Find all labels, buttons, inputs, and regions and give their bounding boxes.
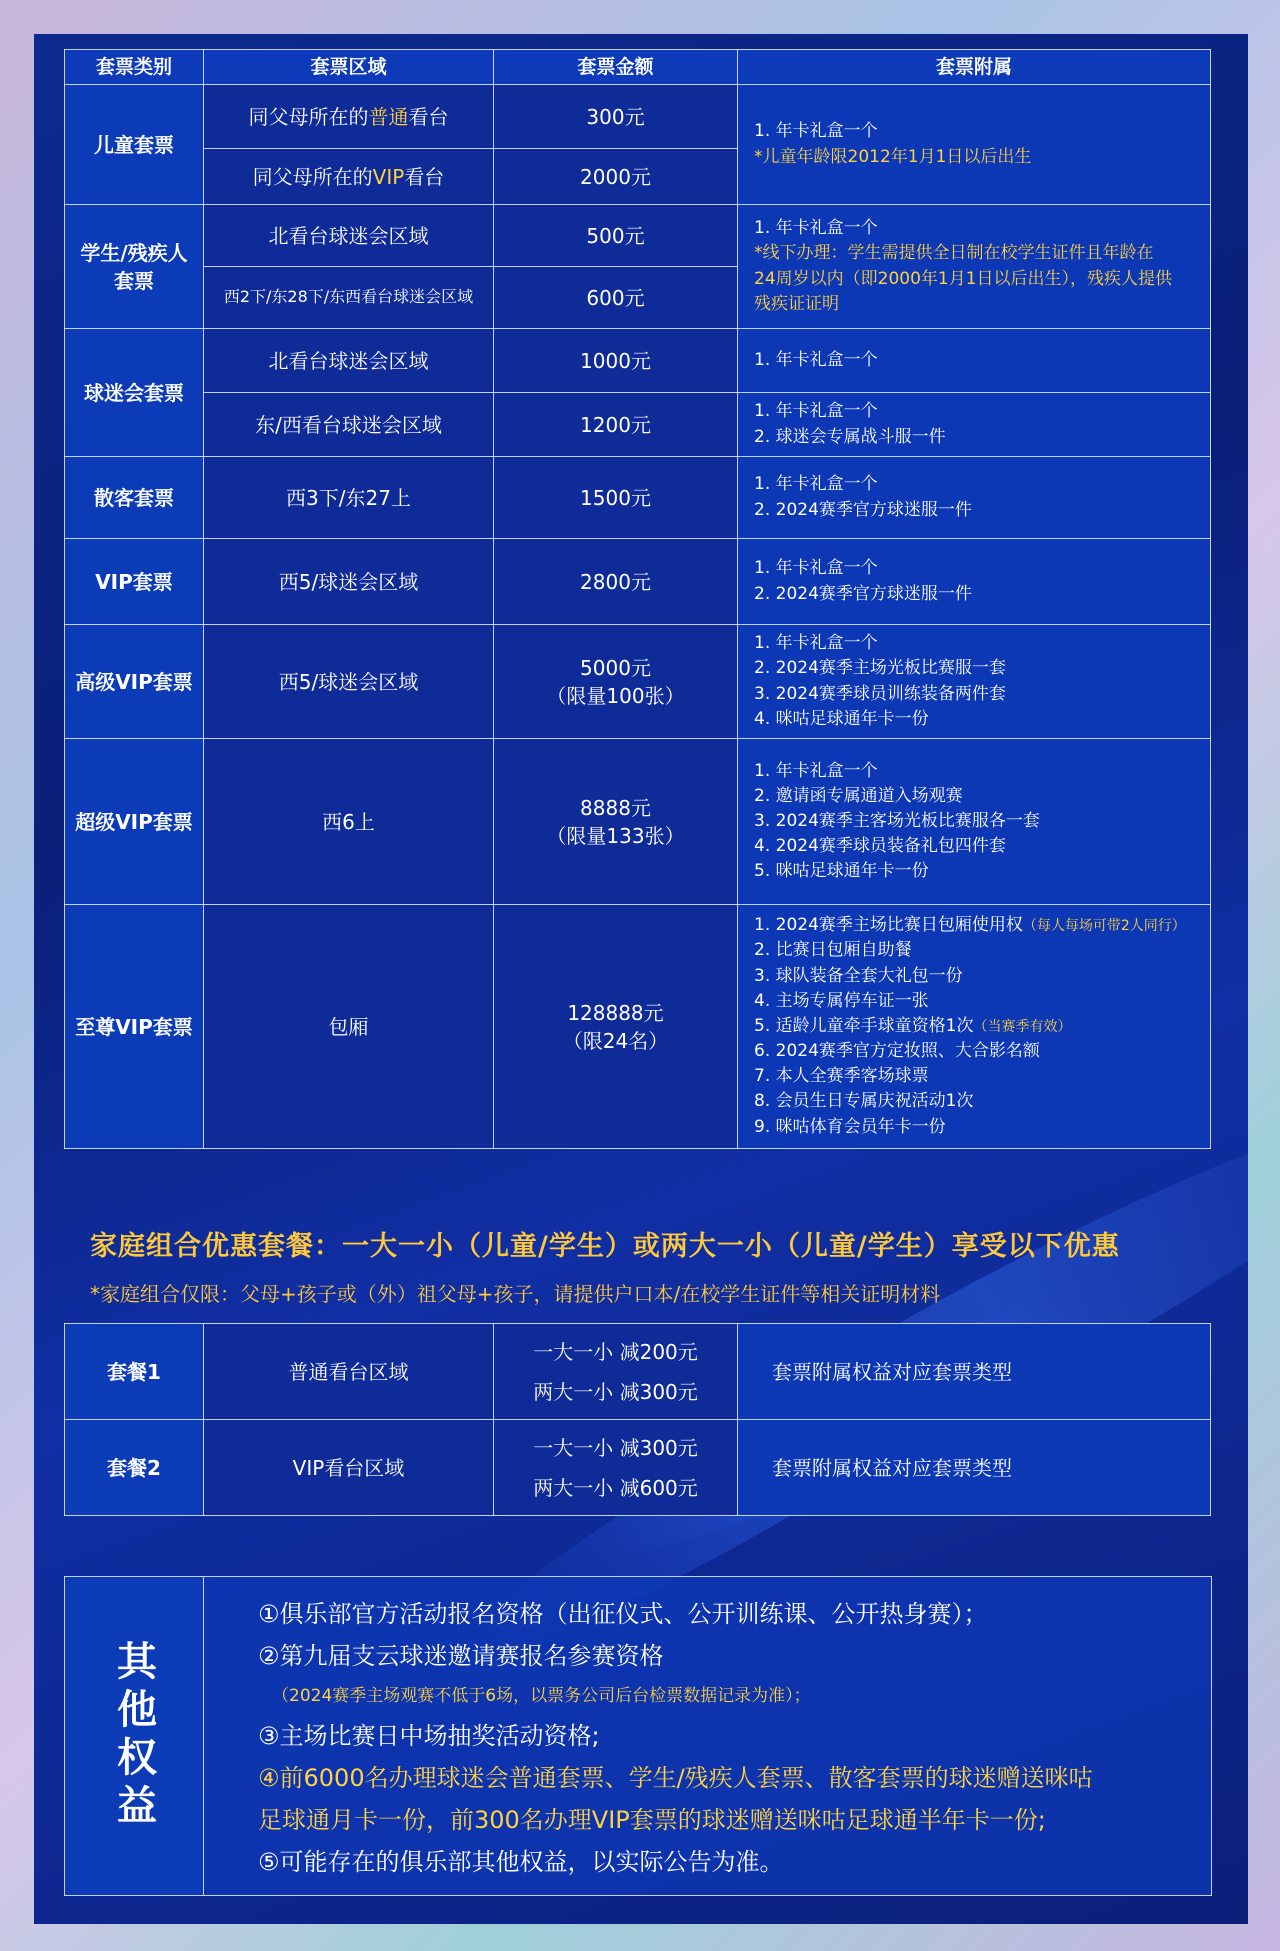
child-category: 儿童套票 <box>65 85 204 205</box>
family-package-area: VIP看台区域 <box>204 1420 494 1516</box>
table-row <box>65 539 1211 625</box>
child-benefits: 1. 年卡礼盒一个 *儿童年龄限2012年1月1日以后出生 <box>738 85 1211 205</box>
advvip-area: 西5/球迷会区域 <box>204 625 494 739</box>
supreme-category: 至尊VIP套票 <box>65 905 204 1149</box>
list-item: ②第九届支云球迷邀请赛报名参赛资格 <box>258 1642 664 1670</box>
casual-price: 1500元 <box>494 457 738 539</box>
table-row <box>65 905 1211 1149</box>
child-area-2: 同父母所在的VIP看台 <box>204 149 494 205</box>
child-price-1: 300元 <box>494 85 738 149</box>
other-benefits-list <box>204 1577 1211 1895</box>
family-package-discount: 一大一小 减300元 两大一小 减600元 <box>494 1420 738 1516</box>
supervip-area: 西6上 <box>204 739 494 905</box>
family-note: *家庭组合仅限：父母+孩子或（外）祖父母+孩子，请提供户口本/在校学生证件等相关证明材料 <box>90 1282 941 1306</box>
list-item: ①俱乐部官方活动报名资格（出征仪式、公开训练课、公开热身赛）； <box>258 1600 988 1628</box>
table-header-row <box>65 50 1211 85</box>
other-benefits-label: 其他权益 <box>110 1640 157 1832</box>
header-benefits: 套票附属 <box>738 50 1211 85</box>
family-package-area: 普通看台区域 <box>204 1324 494 1420</box>
list-item: ③主场比赛日中场抽奖活动资格; <box>258 1722 600 1750</box>
family-package-benefit: 套票附属权益对应套票类型 <box>738 1420 1211 1516</box>
vip-category: VIP套票 <box>65 539 204 625</box>
fan-price-1: 1000元 <box>494 329 738 393</box>
table-row <box>65 457 1211 539</box>
table-row <box>65 1420 1211 1516</box>
ticket-table <box>64 49 1211 1149</box>
advvip-category: 高级VIP套票 <box>65 625 204 739</box>
supreme-area: 包厢 <box>204 905 494 1149</box>
fan-area-1: 北看台球迷会区域 <box>204 329 494 393</box>
vip-price: 2800元 <box>494 539 738 625</box>
casual-area: 西3下/东27上 <box>204 457 494 539</box>
family-package-name: 套餐1 <box>65 1324 204 1420</box>
casual-benefits: 1. 年卡礼盒一个 2. 2024赛季官方球迷服一件 <box>738 457 1211 539</box>
fan-area-2: 东/西看台球迷会区域 <box>204 393 494 457</box>
family-title: 家庭组合优惠套餐：一大一小（儿童/学生）或两大一小（儿童/学生）享受以下优惠 <box>90 1231 1120 1262</box>
child-price-2: 2000元 <box>494 149 738 205</box>
list-item-note: （2024赛季主场观赛不低于6场，以票务公司后台检票数据记录为准）； <box>272 1686 811 1706</box>
table-row <box>65 85 1211 149</box>
student-area-2: 西2下/东28下/东西看台球迷会区域 <box>204 267 494 329</box>
child-area-1: 同父母所在的普通看台 <box>204 85 494 149</box>
fan-category: 球迷会套票 <box>65 329 204 457</box>
student-area-1: 北看台球迷会区域 <box>204 205 494 267</box>
family-package-name: 套餐2 <box>65 1420 204 1516</box>
vip-area: 西5/球迷会区域 <box>204 539 494 625</box>
supervip-benefits: 1. 年卡礼盒一个 2. 邀请函专属通道入场观赛 3. 2024赛季主客场光板比赛服各一套 4. 2024赛季球员装备礼包四件套 5. 咪咕足球通年卡一份 <box>738 739 1211 905</box>
family-table <box>64 1323 1211 1516</box>
other-benefits-box <box>64 1576 1212 1896</box>
fan-benefits-2: 1. 年卡礼盒一个 2. 球迷会专属战斗服一件 <box>738 393 1211 457</box>
list-item: ④前6000名办理球迷会普通套票、学生/残疾人套票、散客套票的球迷赠送咪咕 <box>258 1764 1093 1792</box>
advvip-price: 5000元 （限量100张） <box>494 625 738 739</box>
family-package-discount: 一大一小 减200元 两大一小 减300元 <box>494 1324 738 1420</box>
student-price-2: 600元 <box>494 267 738 329</box>
supervip-category: 超级VIP套票 <box>65 739 204 905</box>
table-row <box>65 1324 1211 1420</box>
vip-benefits: 1. 年卡礼盒一个 2. 2024赛季官方球迷服一件 <box>738 539 1211 625</box>
student-price-1: 500元 <box>494 205 738 267</box>
family-package-benefit: 套票附属权益对应套票类型 <box>738 1324 1211 1420</box>
student-benefits: 1. 年卡礼盒一个 *线下办理：学生需提供全日制在校学生证件且年龄在 24周岁以内（即2000年1月1日以后出生），残疾人提供 残疾证证明 <box>738 205 1211 329</box>
table-row <box>65 205 1211 267</box>
header-category: 套票类别 <box>65 50 204 85</box>
list-item: ⑤可能存在的俱乐部其他权益，以实际公告为准。 <box>258 1848 784 1876</box>
header-area: 套票区域 <box>204 50 494 85</box>
other-benefits-label-cell <box>65 1577 204 1895</box>
list-item: 足球通月卡一份，前300名办理VIP套票的球迷赠送咪咕足球通半年卡一份; <box>258 1806 1046 1834</box>
supreme-benefits: 1. 2024赛季主场比赛日包厢使用权（每人每场可带2人同行） 2. 比赛日包厢自助餐 3. 球队装备全套大礼包一份 4. 主场专属停车证一张 5. 适龄儿童牵手球童资格1次（当赛季有效） 6. 2024赛季官方定妆照、大合影名额 7. 本人全赛季客场球票 8. 会员生日专属庆祝活动1次 9. 咪咕体育会员年卡一份 <box>738 905 1211 1149</box>
supervip-price: 8888元 （限量133张） <box>494 739 738 905</box>
ticket-panel <box>34 34 1248 1924</box>
casual-category: 散客套票 <box>65 457 204 539</box>
advvip-benefits: 1. 年卡礼盒一个 2. 2024赛季主场光板比赛服一套 3. 2024赛季球员训练装备两件套 4. 咪咕足球通年卡一份 <box>738 625 1211 739</box>
fan-benefits-1: 1. 年卡礼盒一个 <box>738 329 1211 393</box>
fan-price-2: 1200元 <box>494 393 738 457</box>
supreme-price: 128888元 （限24名） <box>494 905 738 1149</box>
table-row <box>65 393 1211 457</box>
header-price: 套票金额 <box>494 50 738 85</box>
table-row <box>65 329 1211 393</box>
table-row <box>65 625 1211 739</box>
student-category: 学生/残疾人 套票 <box>65 205 204 329</box>
table-row <box>65 739 1211 905</box>
